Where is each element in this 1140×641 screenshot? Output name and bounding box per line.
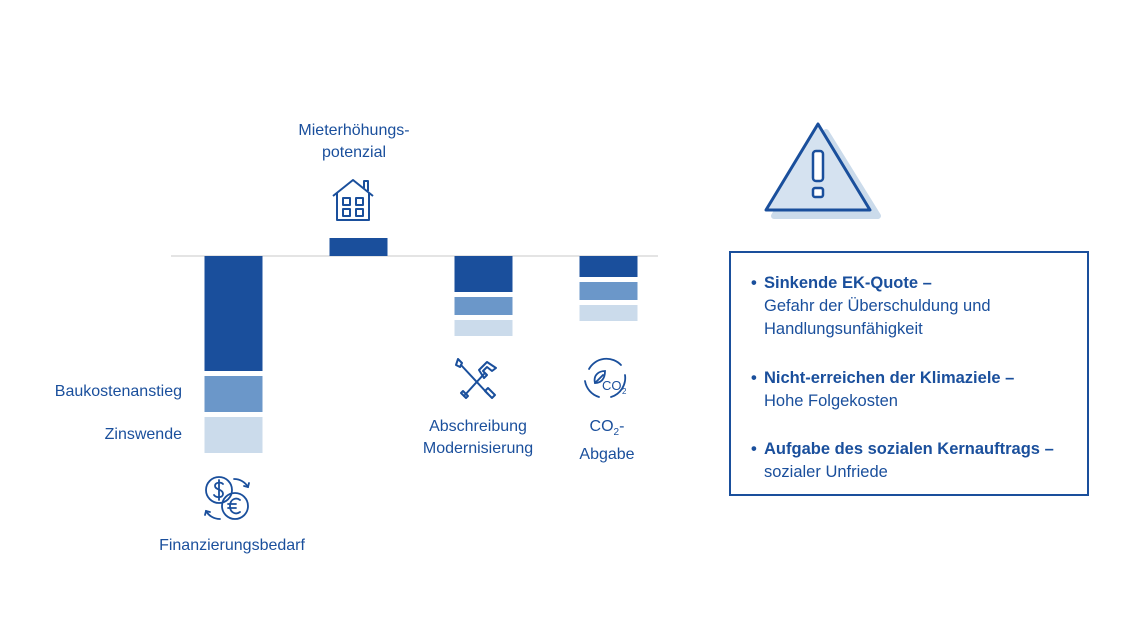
- info-item-3: • Aufgabe des sozialen Kernauftrags – sozialer Unfriede: [751, 438, 1054, 484]
- abschreibung-label: [400, 416, 556, 460]
- abschreibung-label-line1: Abschreibung: [429, 418, 527, 435]
- mieterhoehung-label-line2: potenzial: [321, 144, 387, 161]
- baukosten-label: Baukostenanstieg: [54, 383, 182, 400]
- bar-0-segment-0: [205, 256, 263, 371]
- info-item-2-heading: Nicht-erreichen der Klimaziele –: [764, 369, 1015, 387]
- bar-0-segment-1: [205, 376, 263, 412]
- bar-2-segment-0: [455, 256, 513, 292]
- tools-icon: [452, 356, 502, 402]
- bar-1-segment-0: [330, 238, 388, 256]
- house-icon: [330, 176, 376, 222]
- info-item-2: • Nicht-erreichen der Klimaziele – Hohe Folgekosten: [751, 367, 1014, 413]
- info-item-1: • Sinkende EK-Quote – Gefahr der Überschuldung und Handlungsunfähigkeit: [751, 272, 991, 341]
- co2-label: [560, 416, 654, 466]
- zinswende-label: Zinswende: [104, 426, 182, 443]
- svg-text:2: 2: [622, 387, 627, 396]
- info-item-1-heading: Sinkende EK-Quote –: [764, 274, 932, 292]
- mieterhoehung-label: [280, 120, 428, 164]
- svg-text:CO: CO: [602, 378, 622, 393]
- info-item-3-heading: Aufgabe des sozialen Kernauftrags –: [764, 440, 1054, 458]
- info-item-1-line1: Gefahr der Überschuldung und: [764, 297, 991, 315]
- info-item-3-line1: sozialer Unfriede: [764, 463, 888, 481]
- bar-3-segment-1: [580, 282, 638, 300]
- abschreibung-label-line2: Modernisierung: [422, 440, 534, 457]
- co2-suffix: -: [619, 418, 625, 435]
- co2-leaf-icon: [579, 353, 631, 401]
- mieterhoehung-label-line1: Mieterhöhungs-: [298, 122, 410, 139]
- bar-3-segment-0: [580, 256, 638, 277]
- info-box: [729, 251, 1089, 496]
- co2-subscript: 2: [613, 427, 620, 439]
- bar-2-segment-1: [455, 297, 513, 315]
- bar-3-segment-2: [580, 305, 638, 321]
- co2-label-line2: Abgabe: [579, 446, 635, 464]
- info-item-1-line2: Handlungsunfähigkeit: [764, 320, 923, 338]
- bar-0-segment-2: [205, 417, 263, 453]
- co2-label-line1: [560, 416, 654, 444]
- info-item-2-line1: Hohe Folgekosten: [764, 392, 898, 410]
- co2-text: CO: [589, 418, 614, 435]
- currency-exchange-icon: [200, 473, 256, 523]
- warning-icon: [760, 118, 884, 222]
- financing-label: Finanzierungsbedarf: [159, 537, 305, 554]
- bar-2-segment-2: [455, 320, 513, 336]
